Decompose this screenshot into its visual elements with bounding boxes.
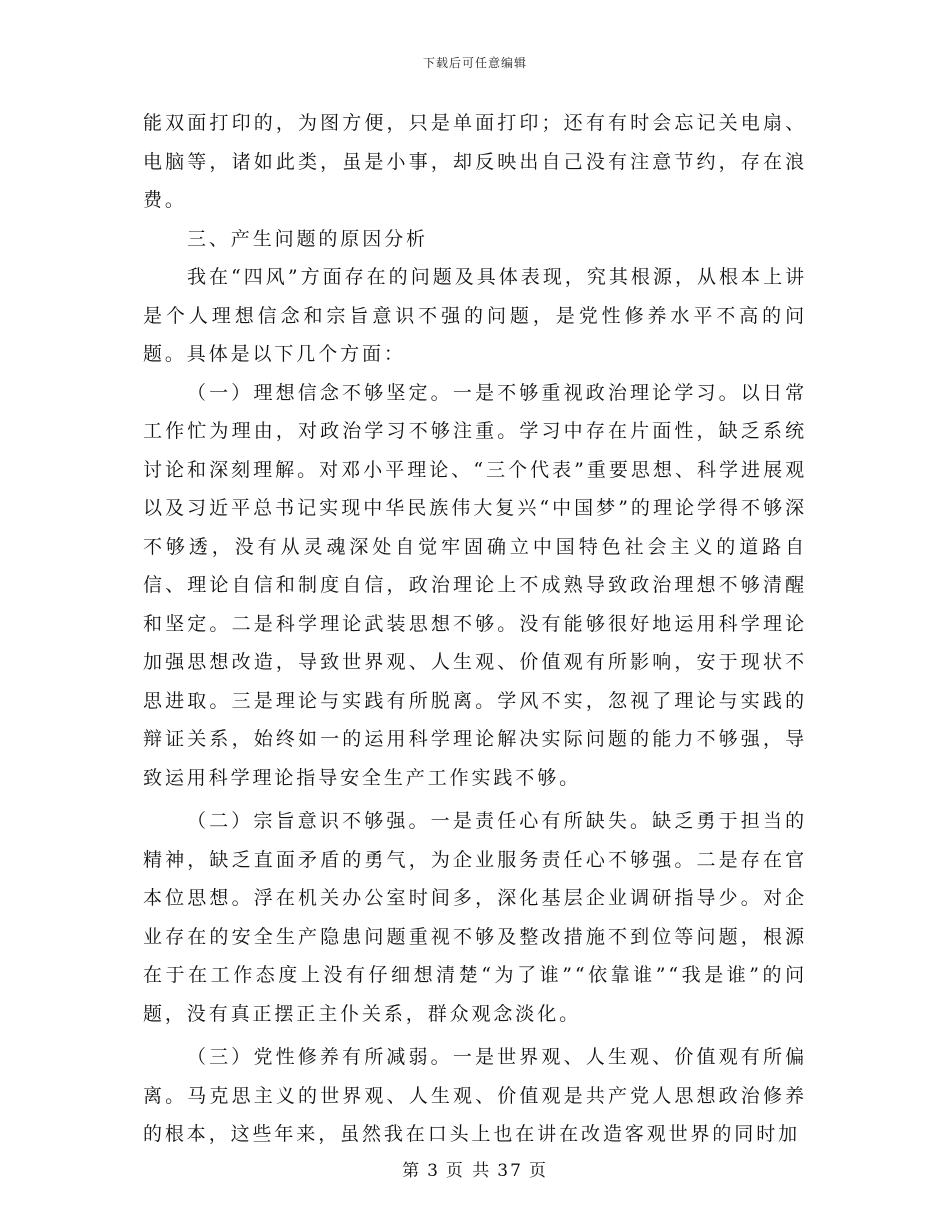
page-header: 下载后可任意编辑 — [422, 56, 527, 70]
footer-page-number: 3 — [427, 1161, 440, 1181]
document-body — [143, 104, 807, 1154]
paragraph: （一）理想信念不够坚定。一是不够重视政治理论学习。以日常工作忙为理由，对政治学习不够注重。学习中存在片面性，缺乏系统讨论和深刻理解。对邓小平理论、“三个代表”重要思想、科学进展观以及习近平总书记实现中华民族伟大复兴“中国梦”的理论学得不够深不够透，没有从灵魂深处自觉牢固确立中国特色社会主义的道路自信、理论自信和制度自信，政治理论上不成熟导致政治理想不够清醒和坚定。二是科学理论武装思想不够。没有能够很好地运用科学理论加强思想改造，导致世界观、人生观、价值观有所影响，安于现状不思进取。三是理论与实践有所脱离。学风不实，忽视了理论与实践的辩证关系，始终如一的运用科学理论解决实际问题的能力不够强，导致运用科学理论指导安全生产工作实践不够。 — [143, 381, 807, 789]
paragraph: （二）宗旨意识不够强。一是责任心有所缺失。缺乏勇于担当的精神，缺乏直面矛盾的勇气，为企业服务责任心不够强。二是存在官本位思想。浮在机关办公室时间多，深化基层企业调研指导少。对企业存在的安全生产隐患问题重视不够及整改措施不到位等问题，根源在于在工作态度上没有仔细想清楚“为了谁”“依靠谁”“我是谁”的问题，没有真正摆正主仆关系，群众观念淡化。 — [143, 810, 807, 1025]
paragraph: 我在“四风”方面存在的问题及具体表现，究其根源，从根本上讲是个人理想信念和宗旨意识不强的问题，是党性修养水平不高的问题。具体是以下几个方面： — [143, 266, 807, 365]
footer-prefix: 第 — [402, 1161, 422, 1181]
paragraph: 能双面打印的，为图方便，只是单面打印；还有有时会忘记关电扇、电脑等，诸如此类，虽是小事，却反映出自己没有注意节约，存在浪费。 — [143, 112, 807, 211]
footer-middle: 页 共 — [445, 1161, 492, 1181]
paragraph: （三）党性修养有所减弱。一是世界观、人生观、价值观有所偏离。马克思主义的世界观、人生观、价值观是共产党人思想政治修养的根本，这些年来，虽然我在口头上也在讲在改造客观世界的同时加 — [143, 1046, 807, 1145]
footer-suffix: 页 — [528, 1161, 548, 1181]
page-footer — [0, 1156, 950, 1181]
footer-total-pages: 37 — [497, 1161, 523, 1181]
section-heading: 三、产生问题的原因分析 — [187, 227, 428, 250]
